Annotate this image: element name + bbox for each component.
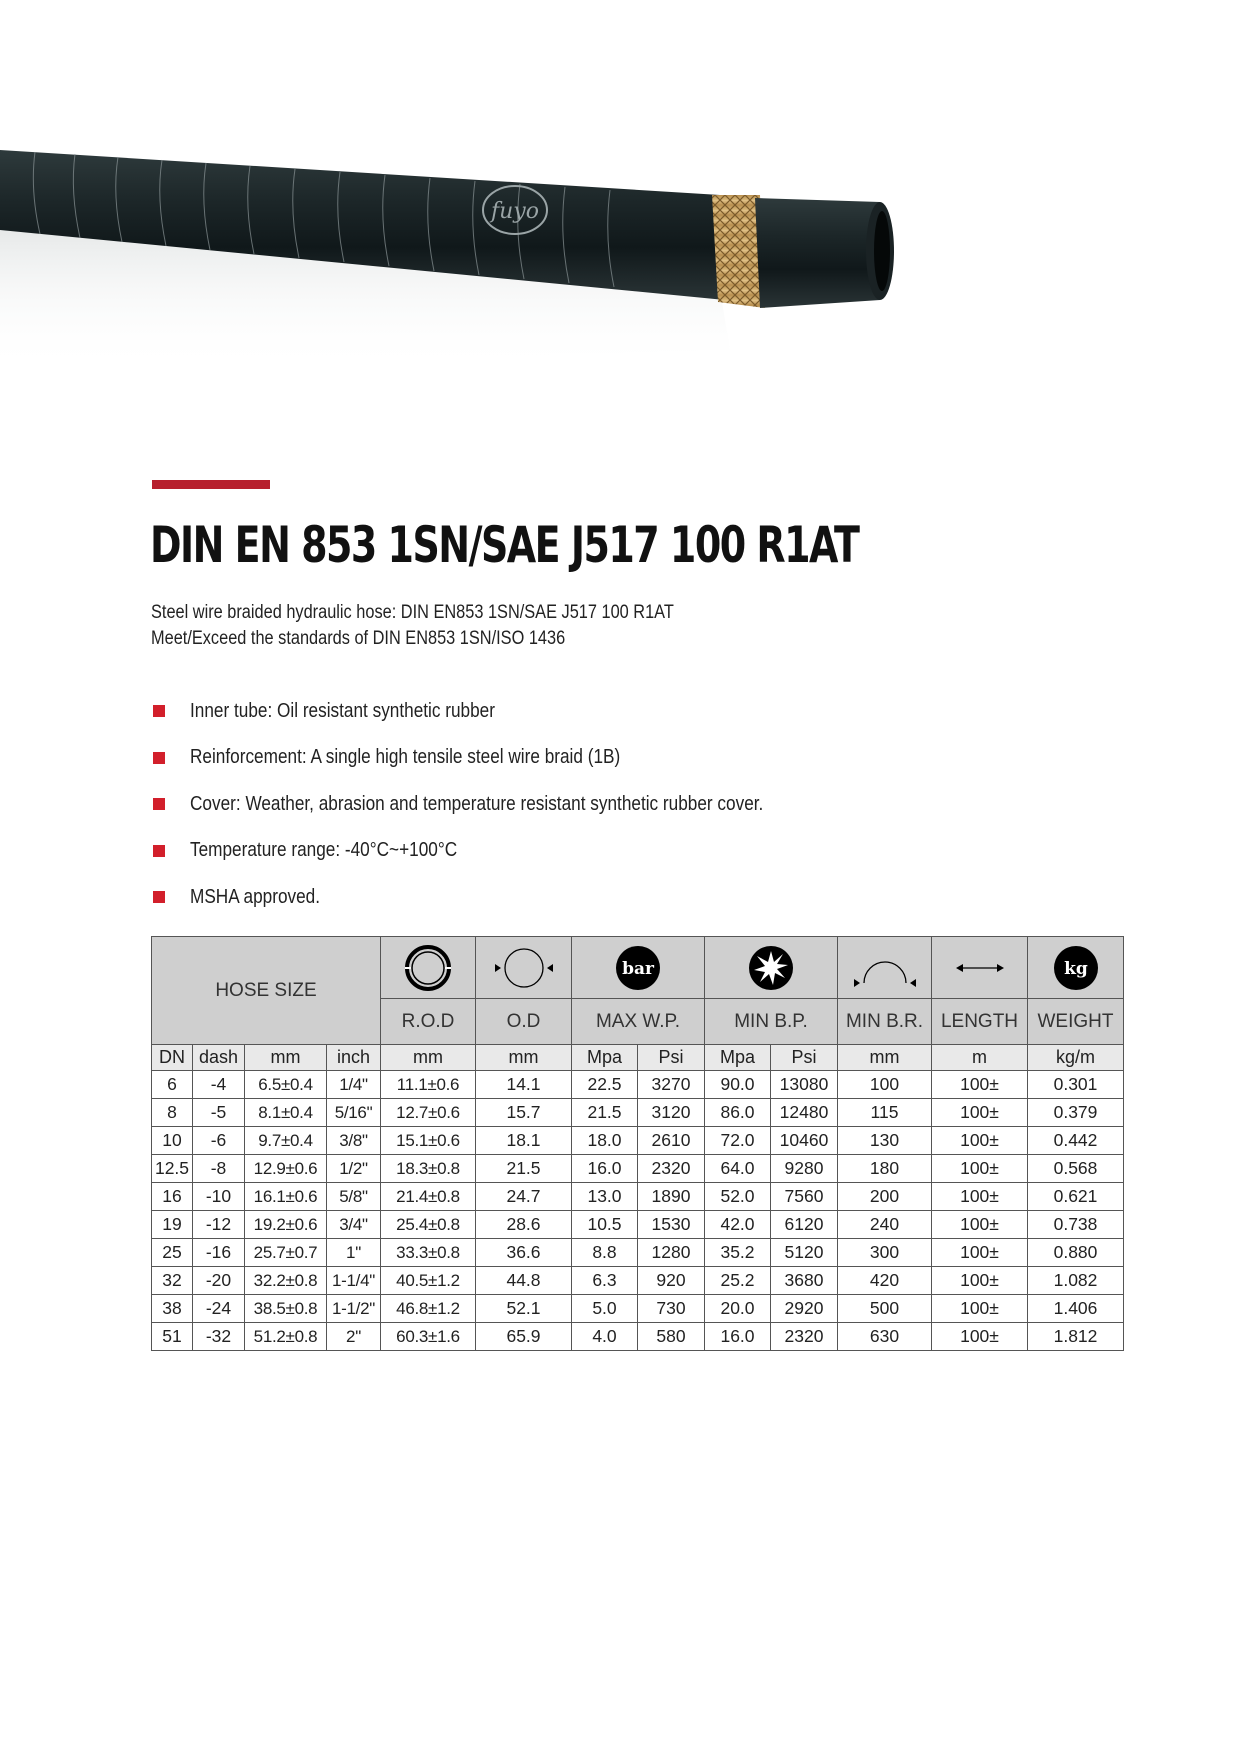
table-cell: 18.0 [572, 1127, 638, 1155]
table-cell: 2610 [638, 1127, 705, 1155]
table-cell: 1/4" [327, 1071, 381, 1099]
table-cell: 51.2±0.8 [245, 1323, 327, 1351]
table-cell: -4 [193, 1071, 245, 1099]
unit-cell: mm [838, 1045, 932, 1071]
table-cell: 12.9±0.6 [245, 1155, 327, 1183]
unit-cell: Psi [771, 1045, 838, 1071]
page-title: DIN EN 853 1SN/SAE J517 100 R1AT [150, 516, 859, 574]
table-cell: 3/8" [327, 1127, 381, 1155]
table-cell: 18.1 [476, 1127, 572, 1155]
table-cell: 100± [932, 1127, 1028, 1155]
table-cell: 0.621 [1028, 1183, 1124, 1211]
table-cell: 3270 [638, 1071, 705, 1099]
table-cell: 5/8" [327, 1183, 381, 1211]
table-cell: 130 [838, 1127, 932, 1155]
table-cell: 16.0 [705, 1323, 771, 1351]
table-cell: 1280 [638, 1239, 705, 1267]
table-row [152, 1099, 1124, 1127]
table-cell: 0.301 [1028, 1071, 1124, 1099]
table-cell: -8 [193, 1155, 245, 1183]
table-cell: 1890 [638, 1183, 705, 1211]
table-cell: 920 [638, 1267, 705, 1295]
feature-text: Cover: Weather, abrasion and temperature resistant synthetic rubber cover. [190, 792, 764, 815]
table-cell: -32 [193, 1323, 245, 1351]
table-cell: 25.4±0.8 [381, 1211, 476, 1239]
table-cell: 72.0 [705, 1127, 771, 1155]
table-cell: 18.3±0.8 [381, 1155, 476, 1183]
square-bullet-icon [153, 752, 165, 764]
min-br-icon-cell [838, 937, 932, 999]
feature-text: Reinforcement: A single high tensile steel wire braid (1B) [190, 746, 621, 769]
table-cell: 12480 [771, 1099, 838, 1127]
table-cell: 14.1 [476, 1071, 572, 1099]
table-cell: 16 [152, 1183, 193, 1211]
table-cell: 9.7±0.4 [245, 1127, 327, 1155]
weight-kg-icon [1053, 945, 1099, 991]
table-cell: 52.1 [476, 1295, 572, 1323]
table-cell: 8.1±0.4 [245, 1099, 327, 1127]
table-cell: 100± [932, 1071, 1028, 1099]
table-cell: 5120 [771, 1239, 838, 1267]
od-icon-cell [476, 937, 572, 999]
table-cell: 52.0 [705, 1183, 771, 1211]
table-cell: 0.568 [1028, 1155, 1124, 1183]
table-cell: 115 [838, 1099, 932, 1127]
table-cell: 36.6 [476, 1239, 572, 1267]
table-cell: 100± [932, 1295, 1028, 1323]
accent-bar [152, 480, 270, 489]
feature-text: Inner tube: Oil resistant synthetic rubber [190, 699, 495, 722]
table-cell: -20 [193, 1267, 245, 1295]
description [151, 600, 674, 652]
table-cell: 21.5 [476, 1155, 572, 1183]
table-cell: 20.0 [705, 1295, 771, 1323]
table-cell: 1.082 [1028, 1267, 1124, 1295]
table-cell: 2320 [638, 1155, 705, 1183]
table-cell: 300 [838, 1239, 932, 1267]
table-cell: 90.0 [705, 1071, 771, 1099]
svg-text:kg: kg [1063, 958, 1088, 979]
reinforced-od-icon [403, 943, 453, 993]
table-cell: 10 [152, 1127, 193, 1155]
unit-cell: dash [193, 1045, 245, 1071]
table-cell: 8 [152, 1099, 193, 1127]
square-bullet-icon [153, 798, 165, 810]
unit-cell: mm [245, 1045, 327, 1071]
square-bullet-icon [153, 845, 165, 857]
length-arrow-icon [955, 958, 1005, 978]
table-cell: 12.5 [152, 1155, 193, 1183]
table-cell: 6120 [771, 1211, 838, 1239]
table-cell: 730 [638, 1295, 705, 1323]
table-cell: 22.5 [572, 1071, 638, 1099]
table-cell: 180 [838, 1155, 932, 1183]
table-row [152, 1071, 1124, 1099]
table-cell: 40.5±1.2 [381, 1267, 476, 1295]
unit-cell: Mpa [572, 1045, 638, 1071]
table-cell: 1-1/2" [327, 1295, 381, 1323]
table-cell: 8.8 [572, 1239, 638, 1267]
table-cell: 0.880 [1028, 1239, 1124, 1267]
feature-item [153, 735, 857, 782]
table-cell: -12 [193, 1211, 245, 1239]
column-label: O.D [476, 999, 572, 1045]
table-cell: 24.7 [476, 1183, 572, 1211]
weight-icon-cell [1028, 937, 1124, 999]
description-line: Steel wire braided hydraulic hose: DIN EN853 1SN/SAE J517 100 R1AT [151, 602, 674, 623]
svg-text:bar: bar [622, 958, 654, 979]
table-cell: 35.2 [705, 1239, 771, 1267]
table-cell: -5 [193, 1099, 245, 1127]
table-cell: 6 [152, 1071, 193, 1099]
column-label: MAX W.P. [572, 999, 705, 1045]
table-cell: 44.8 [476, 1267, 572, 1295]
table-cell: 4.0 [572, 1323, 638, 1351]
feature-item [153, 781, 857, 828]
burst-icon [748, 945, 794, 991]
table-cell: 64.0 [705, 1155, 771, 1183]
table-cell: 21.5 [572, 1099, 638, 1127]
table-cell: 42.0 [705, 1211, 771, 1239]
table-cell: 100± [932, 1267, 1028, 1295]
table-cell: 12.7±0.6 [381, 1099, 476, 1127]
table-cell: -24 [193, 1295, 245, 1323]
table-cell: 86.0 [705, 1099, 771, 1127]
unit-cell: m [932, 1045, 1028, 1071]
table-cell: 1-1/4" [327, 1267, 381, 1295]
table-cell: 100± [932, 1155, 1028, 1183]
table-cell: 21.4±0.8 [381, 1183, 476, 1211]
table-cell: 3120 [638, 1099, 705, 1127]
table-cell: 9280 [771, 1155, 838, 1183]
outer-diameter-icon [491, 945, 557, 991]
column-label: WEIGHT [1028, 999, 1124, 1045]
hose-size-header: HOSE SIZE [152, 937, 381, 1045]
table-cell: 1.812 [1028, 1323, 1124, 1351]
table-cell: 580 [638, 1323, 705, 1351]
column-label: R.O.D [381, 999, 476, 1045]
table-cell: 19 [152, 1211, 193, 1239]
table-cell: 1530 [638, 1211, 705, 1239]
table-cell: 6.3 [572, 1267, 638, 1295]
square-bullet-icon [153, 891, 165, 903]
feature-item [153, 828, 857, 875]
table-cell: 3/4" [327, 1211, 381, 1239]
table-cell: 100± [932, 1183, 1028, 1211]
table-cell: 46.8±1.2 [381, 1295, 476, 1323]
table-icon-row [152, 937, 1124, 999]
table-cell: 7560 [771, 1183, 838, 1211]
max-wp-icon-cell [572, 937, 705, 999]
table-cell: 28.6 [476, 1211, 572, 1239]
bend-radius-icon [850, 945, 920, 991]
unit-cell: inch [327, 1045, 381, 1071]
unit-cell: mm [381, 1045, 476, 1071]
table-cell: 420 [838, 1267, 932, 1295]
column-label: MIN B.R. [838, 999, 932, 1045]
table-cell: 25.2 [705, 1267, 771, 1295]
table-cell: 100± [932, 1239, 1028, 1267]
unit-cell: DN [152, 1045, 193, 1071]
table-cell: 240 [838, 1211, 932, 1239]
table-cell: 10.5 [572, 1211, 638, 1239]
column-label: MIN B.P. [705, 999, 838, 1045]
min-bp-icon-cell [705, 937, 838, 999]
rod-icon-cell [381, 937, 476, 999]
table-cell: 630 [838, 1323, 932, 1351]
table-cell: 100 [838, 1071, 932, 1099]
unit-cell: Mpa [705, 1045, 771, 1071]
bar-pressure-icon [615, 945, 661, 991]
length-icon-cell [932, 937, 1028, 999]
table-cell: 25.7±0.7 [245, 1239, 327, 1267]
table-row [152, 1239, 1124, 1267]
table-cell: 16.0 [572, 1155, 638, 1183]
table-cell: -10 [193, 1183, 245, 1211]
table-cell: 51 [152, 1323, 193, 1351]
table-cell: 13080 [771, 1071, 838, 1099]
feature-item [153, 688, 857, 735]
table-cell: 2320 [771, 1323, 838, 1351]
table-cell: 13.0 [572, 1183, 638, 1211]
column-label: LENGTH [932, 999, 1028, 1045]
table-cell: 100± [932, 1099, 1028, 1127]
feature-text: Temperature range: -40°C~+100°C [190, 839, 458, 862]
table-cell: 16.1±0.6 [245, 1183, 327, 1211]
table-cell: 19.2±0.6 [245, 1211, 327, 1239]
feature-list [153, 688, 857, 921]
feature-text: MSHA approved. [190, 885, 321, 908]
table-row [152, 1127, 1124, 1155]
feature-item [153, 874, 857, 921]
table-cell: 25 [152, 1239, 193, 1267]
table-cell: 10460 [771, 1127, 838, 1155]
table-cell: 0.379 [1028, 1099, 1124, 1127]
hose-product-image [0, 140, 900, 370]
table-cell: 0.442 [1028, 1127, 1124, 1155]
table-cell: 100± [932, 1323, 1028, 1351]
table-cell: 500 [838, 1295, 932, 1323]
table-row [152, 1155, 1124, 1183]
square-bullet-icon [153, 705, 165, 717]
table-cell: 32.2±0.8 [245, 1267, 327, 1295]
table-cell: 2" [327, 1323, 381, 1351]
table-cell: 38.5±0.8 [245, 1295, 327, 1323]
description-line: Meet/Exceed the standards of DIN EN853 1SN/ISO 1436 [151, 628, 566, 649]
spec-table [151, 936, 1124, 1351]
table-cell: 32 [152, 1267, 193, 1295]
svg-text:fuyo: fuyo [491, 199, 539, 224]
unit-cell: mm [476, 1045, 572, 1071]
table-body [152, 1071, 1124, 1351]
table-row [152, 1323, 1124, 1351]
table-row [152, 1183, 1124, 1211]
table-row [152, 1295, 1124, 1323]
table-cell: 65.9 [476, 1323, 572, 1351]
table-cell: 11.1±0.6 [381, 1071, 476, 1099]
table-cell: 15.7 [476, 1099, 572, 1127]
table-cell: 100± [932, 1211, 1028, 1239]
table-cell: 5/16" [327, 1099, 381, 1127]
table-cell: 3680 [771, 1267, 838, 1295]
table-cell: -16 [193, 1239, 245, 1267]
table-cell: 5.0 [572, 1295, 638, 1323]
table-cell: 1" [327, 1239, 381, 1267]
table-cell: 60.3±1.6 [381, 1323, 476, 1351]
table-cell: 15.1±0.6 [381, 1127, 476, 1155]
table-cell: 1.406 [1028, 1295, 1124, 1323]
unit-cell: Psi [638, 1045, 705, 1071]
table-cell: 33.3±0.8 [381, 1239, 476, 1267]
table-cell: 38 [152, 1295, 193, 1323]
table-cell: 0.738 [1028, 1211, 1124, 1239]
table-cell: 6.5±0.4 [245, 1071, 327, 1099]
table-row [152, 1267, 1124, 1295]
table-cell: 200 [838, 1183, 932, 1211]
table-cell: -6 [193, 1127, 245, 1155]
table-cell: 2920 [771, 1295, 838, 1323]
unit-cell: kg/m [1028, 1045, 1124, 1071]
table-cell: 1/2" [327, 1155, 381, 1183]
table-unit-row [152, 1045, 1124, 1071]
table-row [152, 1211, 1124, 1239]
